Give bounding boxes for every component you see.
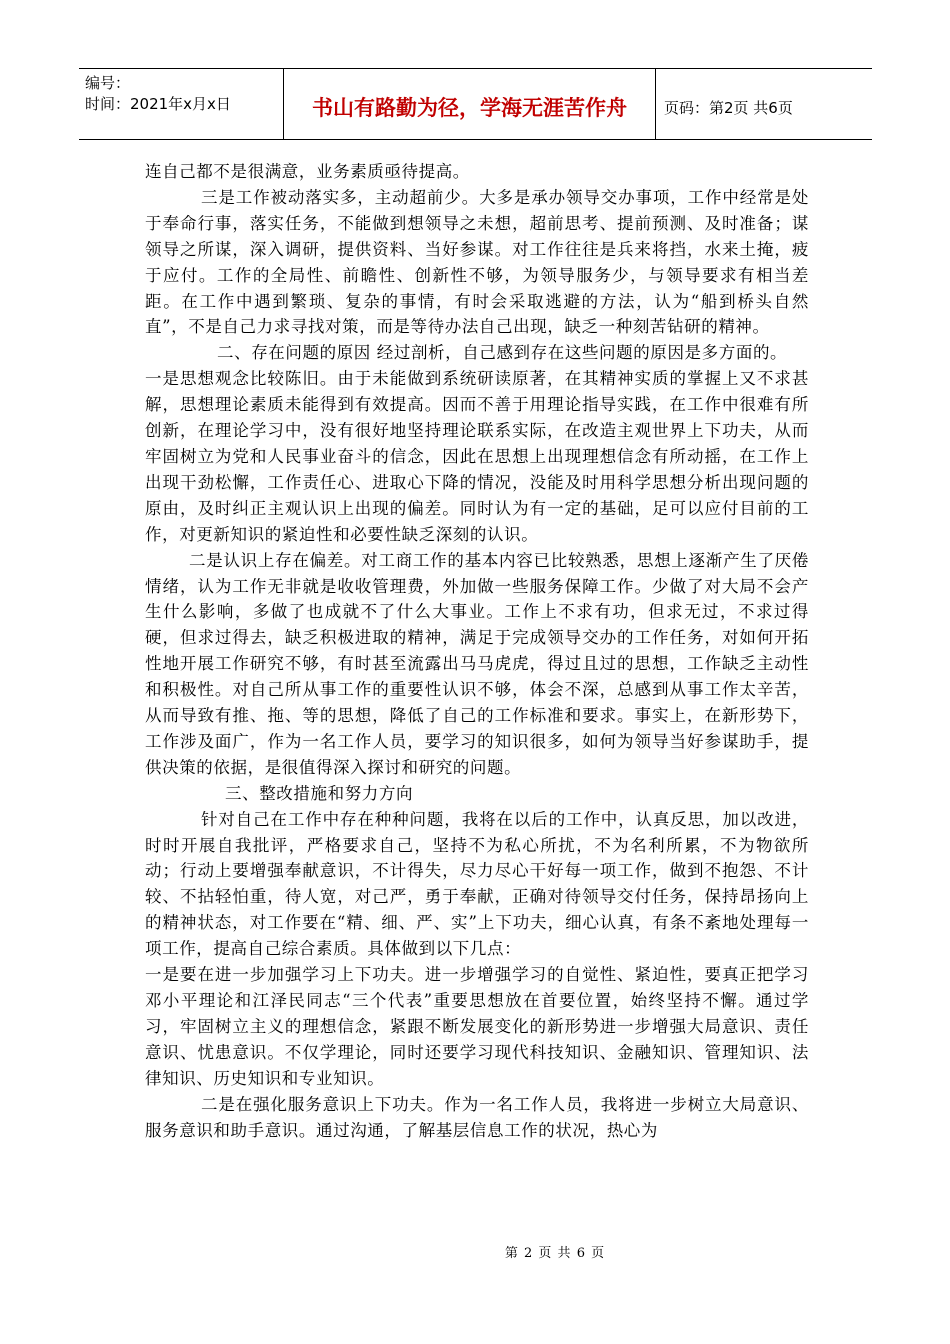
body-paragraph: 二、存在问题的原因 经过剖析，自己感到存在这些问题的原因是多方面的。: [217, 343, 788, 363]
document-time-label: 时间：2021年x月x日: [85, 95, 231, 113]
page-header: [79, 68, 872, 140]
body-paragraph: 一是要在进一步加强学习上下功夫。进一步增强学习的自觉性、紧迫性，要真正把学习邓小平理论和江泽民同志“三个代表”重要思想放在首要位置，始终坚持不懈。通过学习，牢固树立主义的理想信念，紧跟不断发展变化的新形势进一步增强大局意识、责任意识、忧患意识。不仅学理论，同时还要学习现代科技知识、金融知识、管理知识、法律知识、历史知识和专业知识。: [145, 965, 809, 1088]
header-motto: 书山有路勤为径，学海无涯苦作舟: [284, 69, 656, 139]
body-paragraph: 二是在强化服务意识上下功夫。作为一名工作人员，我将进一步树立大局意识、服务意识和助手意识。通过沟通，了解基层信息工作的状况，热心为: [145, 1094, 809, 1140]
body-paragraph: 针对自己在工作中存在种种问题，我将在以后的工作中，认真反思，加以改进，时时开展自我批评，严格要求自己，坚持不为私心所扰，不为名利所累，不为物欲所动；行动上要增强奉献意识，不计得失，尽力尽心干好每一项工作，做到不抱怨、不计较、不拈轻怕重，待人宽，对己严，勇于奉献，正确对待领导交付任务，保持昂扬向上的精神状态，对工作要在“精、细、严、实”上下功夫，细心认真，有条不紊地处理每一项工作，提高自己综合素质。具体做到以下几点：: [145, 809, 809, 959]
body-paragraph: 三是工作被动落实多，主动超前少。大多是承办领导交办事项，工作中经常是处于奉命行事，落实任务，不能做到想领导之未想，超前思考、提前预测、及时准备；谋领导之所谋，深入调研，提供资料、当好参谋。对工作往往是兵来将挡，水来土掩，疲于应付。工作的全局性、前瞻性、创新性不够，为领导服务少，与领导要求有相当差距。在工作中遇到繁琐、复杂的事情，有时会采取逃避的方法，认为“船到桥头自然直”，不是自己力求寻找对策，而是等待办法自己出现，缺乏一种刻苦钻研的精神。: [145, 187, 809, 337]
document-body: [145, 159, 809, 1143]
body-paragraph: 一是思想观念比较陈旧。由于未能做到系统研读原著，在其精神实质的掌握上又不求甚解，思想理论素质未能得到有效提高。因而不善于用理论指导实践，在工作中很难有所创新，在理论学习中，没有很好地坚持理论联系实际，在改造主观世界上下功夫，从而牢固树立为党和人民事业奋斗的信念，因此在思想上出现理想信念有所动摇，在工作上出现干劲松懈，工作责任心、进取心下降的情况，没能及时用科学思想分析出现问题的原由，及时纠正主观认识上出现的偏差。同时认为有一定的基础，足可以应付目前的工作，对更新知识的紧迫性和必要性缺乏深刻的认识。: [145, 369, 809, 544]
header-page-info: 页码：第2页 共6页: [664, 98, 793, 117]
body-paragraph: 二是认识上存在偏差。对工商工作的基本内容已比较熟悉，思想上逐渐产生了厌倦情绪，认为工作无非就是收收管理费，外加做一些服务保障工作。少做了对大局不会产生什么影响，多做了也成就不了什么大事业。工作上不求有功，但求无过，不求过得硬，但求过得去，缺乏积极进取的精神，满足于完成领导交办的工作任务，对如何开拓性地开展工作研究不够，有时甚至流露出马马虎虎，得过且过的思想，工作缺乏主动性和积极性。对自己所从事工作的重要性认识不够，体会不深，总感到从事工作太辛苦，从而导致有推、拖、等的思想，降低了自己的工作标准和要求。事实上，在新形势下，工作涉及面广，作为一名工作人员，要学习的知识很多，如何为领导当好参谋助手，提供决策的依据，是很值得深入探讨和研究的问题。: [145, 550, 809, 777]
page-footer: 第 2 页 共 6 页: [504, 1246, 606, 1261]
body-paragraph: 连自己都不是很满意，业务素质亟待提高。: [145, 162, 470, 181]
header-meta: [79, 69, 284, 139]
document-number-label: 编号：: [85, 74, 131, 92]
body-paragraph: 三、整改措施和努力方向: [225, 783, 414, 803]
